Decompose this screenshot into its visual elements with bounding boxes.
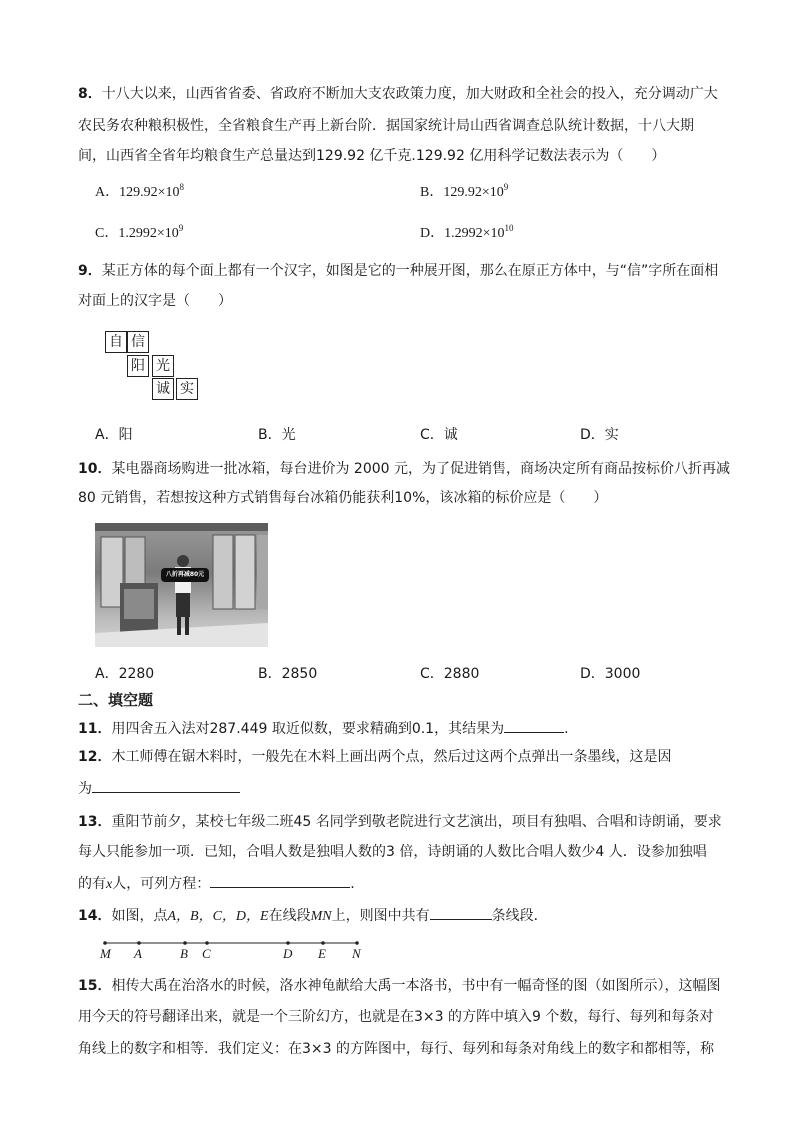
- q8-option-b[interactable]: B．$129.92\times 10^9$: [420, 182, 509, 200]
- point-label-n: N: [352, 946, 361, 961]
- q10-option-a[interactable]: A．2280: [95, 666, 155, 682]
- q13-variable: x: [106, 877, 113, 892]
- q13-text-3a: 的有: [78, 876, 106, 892]
- q13-text-3b: 人，可列方程：: [112, 876, 211, 892]
- q12-answer-blank[interactable]: [92, 777, 240, 793]
- q10-option-c[interactable]: C．2880: [420, 666, 480, 682]
- q12-line-1: [78, 747, 671, 767]
- store-photo: [95, 523, 268, 647]
- q9-number: 9．: [78, 263, 102, 279]
- q8-line-2: 农民务农种粮积极性，全省粮食生产再上新台阶．据国家统计局山西省调查总队统计数据，十八大期: [78, 118, 694, 134]
- q11-number: 11．: [78, 721, 112, 737]
- point-label-c: C: [202, 946, 211, 961]
- q15-text-1: 相传大禹在治洛水的时候，洛水神龟献给大禹一本洛书，书中有一幅奇怪的图（如图所示），这幅图: [111, 978, 721, 994]
- q11-text: 用四舍五入法对287.449 取近似数，要求精确到0.1，其结果为: [111, 721, 505, 737]
- q14-points: A，B，C，D，E: [167, 909, 269, 924]
- net-cell-xin: 信: [127, 331, 149, 353]
- net-cell-shi: 实: [176, 378, 198, 400]
- point-label-a: A: [134, 946, 142, 961]
- q13-text-1: 重阳节前夕，某校七年级二班45 名同学到敬老院进行文艺演出，项目有独唱、合唱和诗朗诵，要求: [111, 814, 722, 830]
- q9-text-1: 某正方体的每个面上都有一个汉字，如图是它的一种展开图，那么在原正方体中，与“信”字所在面相: [101, 263, 719, 279]
- q9-option-d[interactable]: D．实: [580, 427, 619, 443]
- point-label-b: B: [180, 946, 188, 961]
- q13-line-1: [78, 812, 722, 832]
- q12-text-1: 木工师傅在锯木料时，一般先在木料上画出两个点，然后过这两个点弹出一条墨线，这是因: [111, 749, 672, 765]
- q13-line-3: [78, 872, 355, 895]
- q9-option-c[interactable]: C．诚: [420, 427, 458, 443]
- q12-line-2: [78, 777, 240, 799]
- q14-mid: 在线段: [268, 908, 311, 924]
- q8-line-3: 间，山西省全省年均粮食生产总量达到129.92 亿千克.129.92 亿用科学记数法表示为（ ）: [78, 148, 666, 164]
- q10-line-1: [78, 459, 730, 479]
- q14-post: 上，则图中共有: [331, 908, 430, 924]
- q15-line-2: 用今天的符号翻译出来，就是一个三阶幻方，也就是在3×3 的方阵中填入9 个数，每行、每列和每条对: [78, 1009, 714, 1025]
- q8-option-a[interactable]: A．$129.92\times 10^8$: [95, 182, 185, 200]
- q10-option-b[interactable]: B．2850: [258, 666, 318, 682]
- q10-line-2: 80 元销售，若想按这种方式销售每台冰箱仍能获利10%，该冰箱的标价应是（ ）: [78, 490, 608, 506]
- q11-answer-blank[interactable]: [504, 717, 564, 733]
- q8-option-c[interactable]: C．$1.2992\times 10^9$: [95, 223, 184, 241]
- q12-text-2: 为: [78, 781, 92, 797]
- point-label-d: D: [283, 946, 293, 961]
- store-photo-drawing: [95, 523, 268, 647]
- q14-pre: 如图，点: [111, 908, 168, 924]
- q8-text-1: 十八大以来，山西省省委、省政府不断加大支农政策力度，加大财政和全社会的投入，充分调动广大: [101, 86, 718, 102]
- q15-line-1: [78, 976, 720, 996]
- q14-segment: MN: [310, 909, 332, 924]
- q13-answer-blank[interactable]: [210, 872, 350, 888]
- segment-figure: [95, 934, 375, 966]
- q9-option-a[interactable]: A．阳: [95, 427, 133, 443]
- q13-end: .: [350, 876, 355, 892]
- net-cell-cheng: 诚: [152, 378, 174, 400]
- q10-text-1: 某电器商场购进一批冰箱，每台进价为 2000 元，为了促进销售，商场决定所有商品按标价八折再减: [111, 461, 731, 477]
- q9-line-2: 对面上的汉字是（ ）: [78, 293, 232, 309]
- q9-line-1: [78, 261, 718, 281]
- q9-option-b[interactable]: B．光: [258, 427, 296, 443]
- q15-line-3: 角线上的数字和相等．我们定义：在3×3 的方阵图中，每行、每列和每条对角线上的数字和都相等，称: [78, 1041, 714, 1057]
- point-label-m: M: [100, 946, 111, 961]
- q10-option-d[interactable]: D．3000: [580, 666, 641, 682]
- point-label-e: E: [318, 946, 326, 961]
- net-cell-zi: 自: [105, 331, 127, 353]
- q8-option-d[interactable]: D．$1.2992\times 10^{10}$: [420, 223, 514, 241]
- net-cell-guang: 光: [152, 355, 174, 377]
- q11-line: [78, 717, 569, 739]
- photo-sign-text: 八折再减80元: [165, 571, 205, 578]
- q14-number: 14．: [78, 908, 112, 924]
- q10-number: 10．: [78, 461, 112, 477]
- q8-number: 8．: [78, 86, 102, 102]
- q11-end: .: [564, 721, 569, 737]
- q14-answer-blank[interactable]: [430, 904, 492, 920]
- q13-line-2: 每人只能参加一项．已知，合唱人数是独唱人数的3 倍，诗朗诵的人数比合唱人数少4 人．设参加独唱: [78, 844, 707, 860]
- q13-number: 13．: [78, 814, 112, 830]
- q14-end: 条线段．: [491, 908, 548, 924]
- net-cell-yang: 阳: [127, 355, 149, 377]
- q14-line: [78, 904, 548, 927]
- section-heading-fill-in: 二、填空题: [78, 691, 154, 709]
- q12-number: 12．: [78, 749, 112, 765]
- q15-number: 15．: [78, 978, 112, 994]
- q8-line-1: [78, 84, 718, 104]
